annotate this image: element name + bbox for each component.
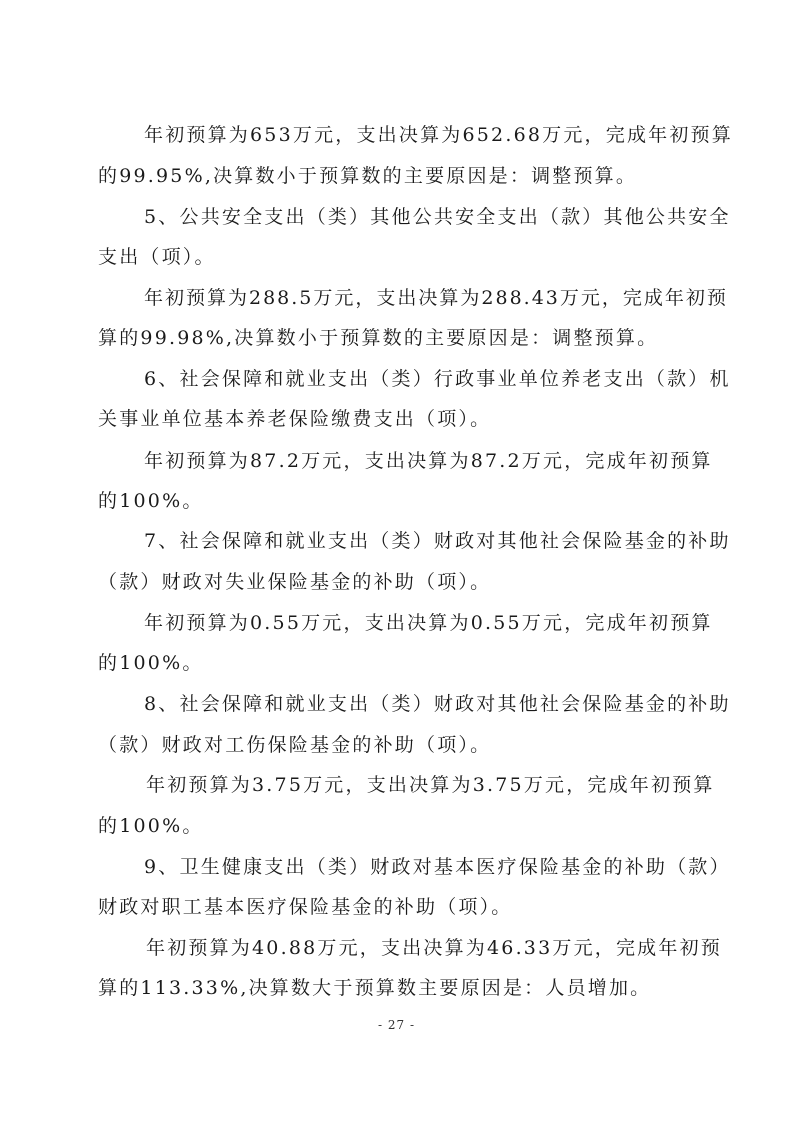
text-line: 年初预算为288.5万元，支出决算为288.43万元，完成年初预	[144, 287, 728, 309]
section-heading-cont: 财政对职工基本医疗保险基金的补助（项）。	[98, 896, 513, 918]
text-line: 算的99.98%,决算数小于预算数的主要原因是：调整预算。	[98, 327, 659, 349]
text-line: 年初预算为653万元，支出决算为652.68万元，完成年初预算	[144, 124, 733, 146]
text-line: 算的113.33%,决算数大于预算数主要原因是：人员增加。	[98, 977, 652, 999]
text-line: 的99.95%,决算数小于预算数的主要原因是：调整预算。	[98, 165, 638, 187]
text-line: 年初预算为87.2万元，支出决算为87.2万元，完成年初预算	[144, 450, 713, 472]
page-number: - 27 -	[377, 1018, 415, 1032]
text-line: 的100%。	[98, 652, 204, 674]
section-heading-cont: 支出（项）。	[98, 246, 216, 268]
text-line: 年初预算为40.88万元，支出决算为46.33万元，完成年初预	[146, 937, 722, 959]
section-heading-cont: 关事业单位基本养老保险缴费支出（项）。	[98, 408, 492, 430]
text-line: 年初预算为3.75万元，支出决算为3.75万元，完成年初预算	[146, 774, 715, 796]
text-line: 的100%。	[98, 815, 204, 837]
text-line: 的100%。	[98, 490, 204, 512]
section-heading: 5、公共安全支出（类）其他公共安全支出（款）其他公共安全	[144, 206, 731, 228]
section-heading-cont: （款）财政对工伤保险基金的补助（项）。	[98, 734, 492, 756]
section-heading-cont: （款）财政对失业保险基金的补助（项）。	[98, 571, 492, 593]
section-heading: 9、卫生健康支出（类）财政对基本医疗保险基金的补助（款）	[144, 856, 731, 878]
text-line: 年初预算为0.55万元，支出决算为0.55万元，完成年初预算	[144, 612, 713, 634]
section-heading: 8、社会保障和就业支出（类）财政对其他社会保险基金的补助	[144, 693, 731, 715]
section-heading: 7、社会保障和就业支出（类）财政对其他社会保险基金的补助	[144, 530, 731, 552]
section-heading: 6、社会保障和就业支出（类）行政事业单位养老支出（款）机	[144, 368, 731, 390]
